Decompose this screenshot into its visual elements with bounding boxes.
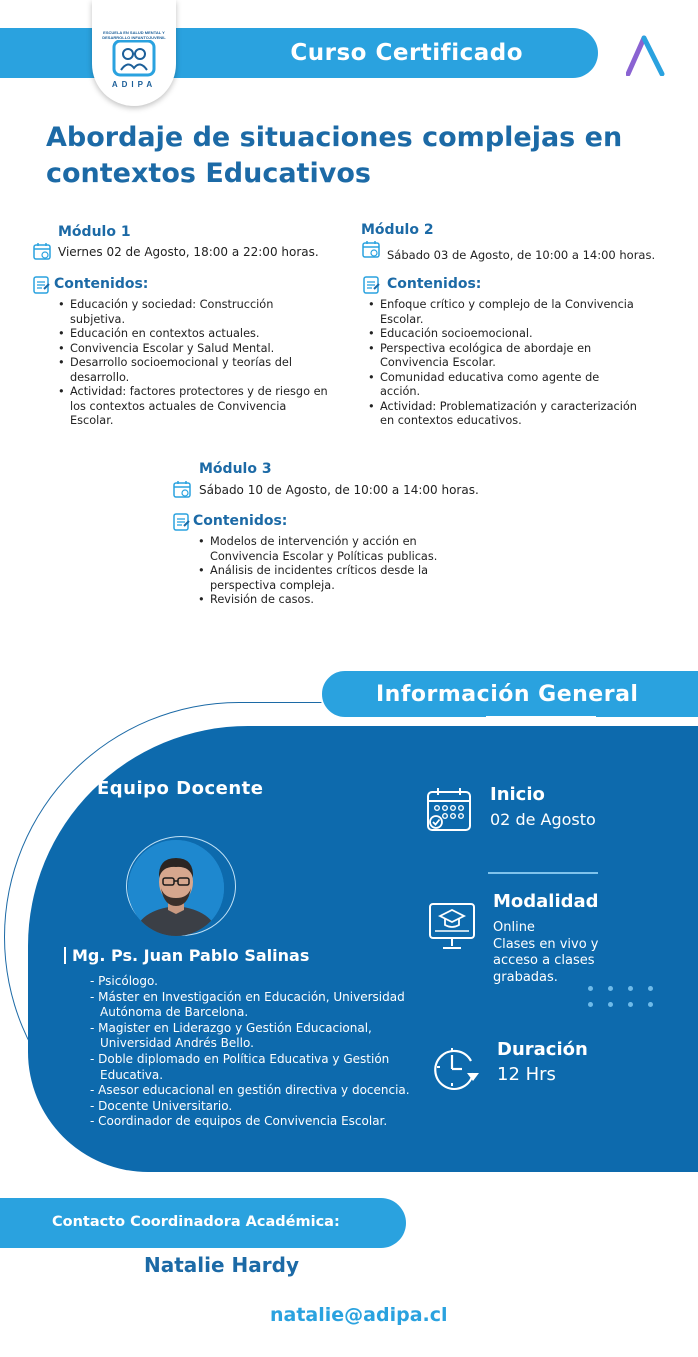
- list-item: • Actividad: factores protectores y de riesgo en los contextos actuales de Convivencia Escolar.: [56, 385, 332, 429]
- document-icon: [173, 513, 191, 531]
- module-3-title: Módulo 3: [199, 461, 272, 477]
- avatar: [128, 840, 224, 936]
- list-item: - Magister en Liderazgo y Gestión Educacional, Universidad Andrés Bello.: [90, 1020, 372, 1051]
- list-item: • Análisis de incidentes críticos desde la perspectiva compleja.: [196, 564, 458, 593]
- mode-label: Modalidad: [493, 891, 599, 912]
- list-item: • Educación socioemocional.: [366, 327, 638, 342]
- online-class-icon: [428, 902, 476, 952]
- teacher-name-text: Mg. Ps. Juan Pablo Salinas: [72, 946, 310, 965]
- duration-value: 12 Hrs: [497, 1064, 556, 1085]
- general-info-label: Información General: [376, 682, 639, 707]
- logo-caption: ESCUELA EN SALUD MENTAL Y DESARROLLO INFANTOJUVENIL: [102, 30, 166, 40]
- list-item: - Asesor educacional en gestión directiva y docencia.: [90, 1083, 410, 1098]
- module-3-contents-label: Contenidos:: [193, 513, 288, 529]
- list-item: • Educación en contextos actuales.: [56, 327, 332, 342]
- mode-details: [493, 920, 598, 986]
- calendar-icon: [33, 242, 51, 260]
- module-3-topics: [196, 535, 458, 608]
- start-value: 02 de Agosto: [490, 810, 596, 829]
- course-title: Abordaje de situaciones complejas en contextos Educativos: [46, 122, 623, 189]
- name-bar: [64, 947, 66, 964]
- mode-line: Clases en vivo y: [493, 936, 599, 952]
- module-2-topics: [366, 298, 638, 429]
- list-item: • Desarrollo socioemocional y teorías del desarrollo.: [56, 356, 332, 385]
- module-1-date: Viernes 02 de Agosto, 18:00 a 22:00 horas.: [58, 245, 319, 259]
- contact-banner: [0, 1198, 406, 1248]
- list-item: - Doble diplomado en Política Educativa y Gestión Educativa.: [90, 1051, 390, 1082]
- decorative-dots: [588, 986, 658, 1010]
- list-item: • Comunidad educativa como agente de acción.: [366, 371, 638, 400]
- person-icon: [128, 840, 224, 936]
- list-item: • Actividad: Problematización y caracterización en contextos educativos.: [366, 400, 638, 429]
- contact-email-link[interactable]: natalie@adipa.cl: [270, 1304, 448, 1326]
- document-icon: [33, 276, 51, 294]
- list-item: • Convivencia Escolar y Salud Mental.: [56, 342, 332, 357]
- general-info-banner: [320, 669, 698, 719]
- module-1-title: Módulo 1: [58, 224, 131, 240]
- module-2-date: Sábado 03 de Agosto, de 10:00 a 14:00 horas.: [387, 248, 656, 262]
- mode-line: Online: [493, 920, 535, 935]
- duration-label: Duración: [497, 1039, 588, 1060]
- list-item: • Enfoque crítico y complejo de la Convivencia Escolar.: [366, 298, 638, 327]
- teacher-name: [64, 946, 309, 965]
- module-2-title: Módulo 2: [361, 222, 434, 238]
- list-item: - Docente Universitario.: [90, 1098, 233, 1113]
- list-item: • Perspectiva ecológica de abordaje en Convivencia Escolar.: [366, 342, 638, 371]
- contact-label: Contacto Coordinadora Académica:: [52, 1214, 340, 1230]
- list-item: • Educación y sociedad: Construcción subjetiva.: [56, 298, 332, 327]
- module-1-topics: [56, 298, 332, 429]
- adipa-logo[interactable]: [92, 0, 176, 106]
- course-type-label: Curso Certificado: [290, 40, 523, 66]
- mode-line: grabadas.: [493, 969, 558, 985]
- logo-word: ADIPA: [111, 80, 157, 89]
- start-label: Inicio: [490, 784, 545, 805]
- mode-line: acceso a clases: [493, 953, 595, 968]
- clock-icon: [431, 1043, 481, 1091]
- team-title: Equipo Docente: [97, 778, 264, 799]
- calendar-icon: [173, 480, 191, 498]
- calendar-check-icon: [426, 786, 472, 832]
- list-item: • Revisión de casos.: [196, 593, 458, 608]
- logo-shield-icon: [111, 40, 157, 78]
- module-1-contents-label: Contenidos:: [54, 276, 149, 292]
- list-item: - Psicólogo.: [90, 974, 158, 988]
- course-type-banner: [0, 28, 598, 78]
- divider: [488, 872, 598, 874]
- teacher-cv-list: [90, 974, 430, 1130]
- adipa-a-icon: [626, 34, 666, 76]
- calendar-icon: [362, 240, 380, 258]
- contact-name: Natalie Hardy: [144, 1253, 299, 1277]
- list-item: - Coordinador de equipos de Convivencia Escolar.: [90, 1114, 388, 1129]
- list-item: - Máster en Investigación en Educación, Universidad Autónoma de Barcelona.: [90, 989, 405, 1020]
- banner-underline: [486, 716, 596, 718]
- module-2-contents-label: Contenidos:: [387, 276, 482, 292]
- document-icon: [363, 276, 381, 294]
- list-item: • Modelos de intervención y acción en Convivencia Escolar y Políticas publicas.: [196, 535, 458, 564]
- module-3-date: Sábado 10 de Agosto, de 10:00 a 14:00 horas.: [199, 483, 479, 497]
